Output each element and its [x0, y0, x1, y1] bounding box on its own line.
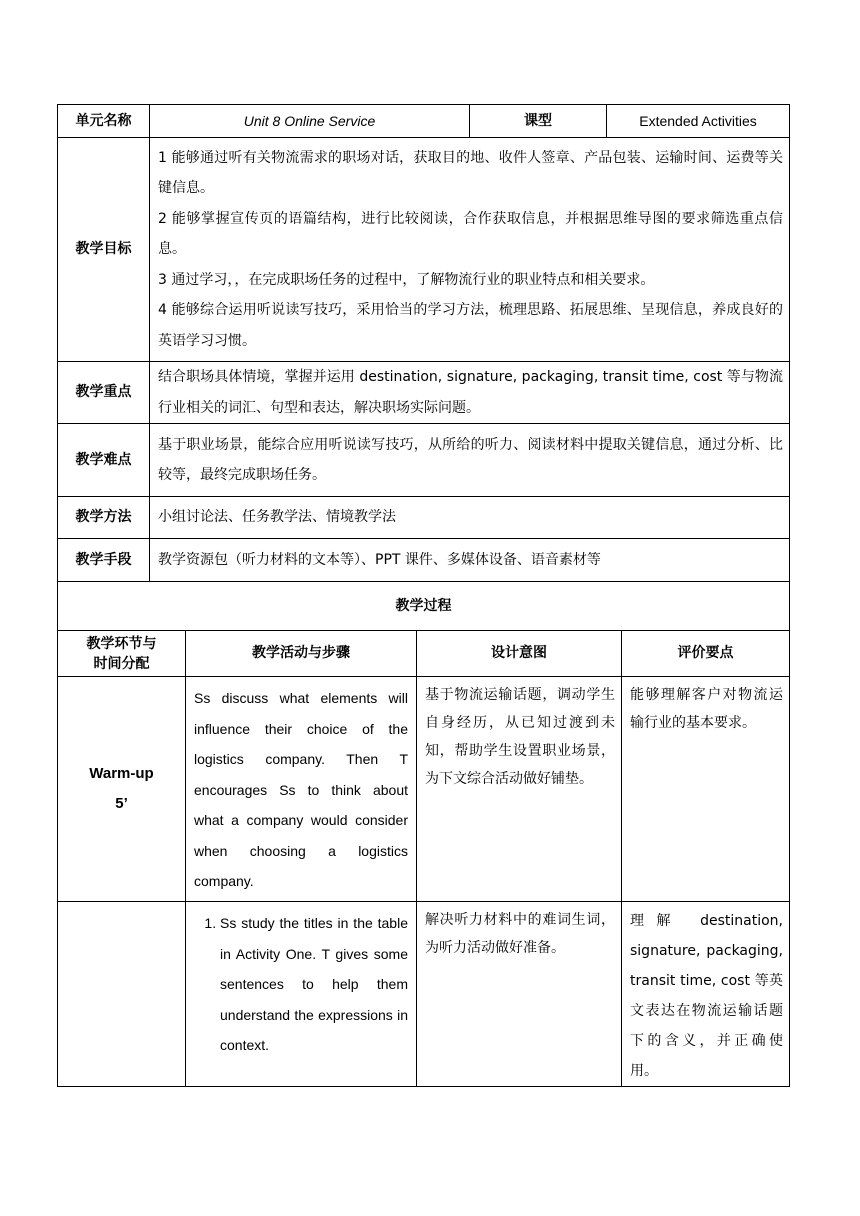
- type-label: 课型: [470, 105, 607, 138]
- process-title: 教学过程: [58, 582, 790, 631]
- means-text: 教学资源包（听力材料的文本等）、PPT 课件、多媒体设备、语音素材等: [150, 539, 790, 582]
- list-item: 1. Ss study the titles in the table in Activity One. T gives some sentences to help them understand the expressions in context.: [220, 908, 414, 1061]
- intent-column-header: 设计意图: [417, 631, 622, 677]
- unit-value: Unit 8 Online Service: [150, 105, 470, 138]
- activity-one-row: [58, 902, 790, 1087]
- key-points-label: 教学重点: [58, 362, 150, 424]
- goals-label: 教学目标: [58, 138, 150, 362]
- goal-item: 2 能够掌握宣传页的语篇结构，进行比较阅读，合作获取信息，并根据思维导图的要求筛选重点信息。: [158, 210, 783, 258]
- process-title-row: [58, 582, 790, 631]
- activity-one-evaluation: 理解 destination, signature, packaging, transit time, cost 等英文表达在物流运输话题下的含义，并正确使用。: [622, 902, 790, 1087]
- warmup-stage-time: 5’: [115, 795, 128, 812]
- difficulties-text: 基于职业场景，能综合应用听说读写技巧，从所给的听力、阅读材料中提取关键信息，通过分析、比较等，最终完成职场任务。: [150, 424, 790, 497]
- warmup-stage-name: Warm-up: [89, 765, 154, 782]
- warmup-evaluation: 能够理解客户对物流运输行业的基本要求。: [622, 677, 790, 902]
- lesson-info-table: [57, 104, 790, 582]
- means-label: 教学手段: [58, 539, 150, 582]
- means-row: [58, 539, 790, 582]
- goals-content: [150, 138, 790, 362]
- methods-text: 小组讨论法、任务教学法、情境教学法: [150, 497, 790, 539]
- activity-one-intent: 解决听力材料中的难词生词，为听力活动做好准备。: [417, 902, 622, 1087]
- process-table: [57, 581, 790, 1087]
- methods-label: 教学方法: [58, 497, 150, 539]
- warmup-row: [58, 677, 790, 902]
- key-points-text: 结合职场具体情境，掌握并运用 destination, signature, packaging, transit time, cost 等与物流行业相关的词汇、句型和表达，解决职场实际问题。: [150, 362, 790, 424]
- activity-one-steps: [186, 902, 417, 1087]
- process-header-row: [58, 631, 790, 677]
- warmup-intent: 基于物流运输话题，调动学生自身经历，从已知过渡到未知，帮助学生设置职业场景，为下文综合活动做好铺垫。: [417, 677, 622, 902]
- stage-header-line2: 时间分配: [93, 655, 150, 672]
- key-points-row: [58, 362, 790, 424]
- unit-label: 单元名称: [58, 105, 150, 138]
- stage-header-line1: 教学环节与: [86, 635, 157, 652]
- type-value: Extended Activities: [607, 105, 790, 138]
- evaluation-column-header: 评价要点: [622, 631, 790, 677]
- lesson-plan-page: [57, 104, 789, 1087]
- goal-item: 3 通过学习，，在完成职场任务的过程中，了解物流行业的职业特点和相关要求。: [158, 271, 655, 288]
- activity-one-stage: [58, 902, 186, 1087]
- activities-column-header: 教学活动与步骤: [186, 631, 417, 677]
- difficulties-label: 教学难点: [58, 424, 150, 497]
- goal-item: 4 能够综合运用听说读写技巧，采用恰当的学习方法，梳理思路、拓展思维、呈现信息，养成良好的英语学习习惯。: [158, 302, 783, 349]
- warmup-stage: [58, 677, 186, 902]
- warmup-activity: Ss discuss what elements will influence their choice of the logistics company. Then T encourages Ss to think about what a company would consider when choosing a logistics company.: [186, 677, 417, 902]
- unit-row: [58, 105, 790, 138]
- goal-item: 1 能够通过听有关物流需求的职场对话，获取目的地、收件人签章、产品包装、运输时间、运费等关键信息。: [158, 149, 783, 197]
- methods-row: [58, 497, 790, 539]
- difficulties-row: [58, 424, 790, 497]
- goals-row: [58, 138, 790, 362]
- stage-column-header: [58, 631, 186, 677]
